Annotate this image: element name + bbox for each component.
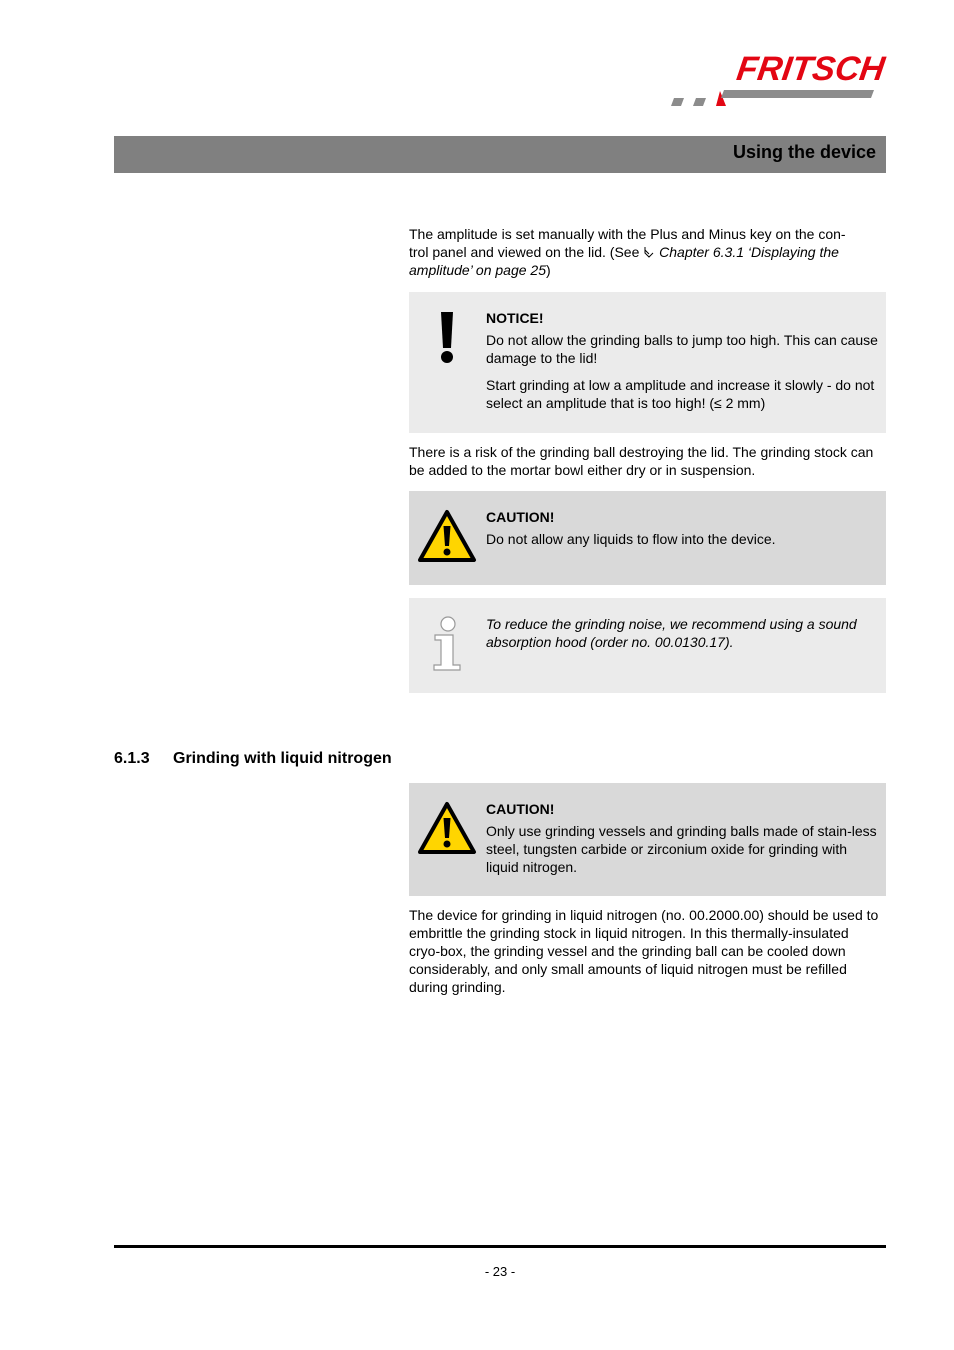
caution-label: CAUTION! bbox=[486, 509, 555, 525]
intro-paragraph: The amplitude is set manually with the Plus and Minus key on the con- trol panel and viewed on the lid. (See Chapter 6.3.1 ‘Displaying the amplitude’ on page 25) bbox=[409, 226, 846, 278]
notice-label: NOTICE! bbox=[486, 310, 544, 326]
caution-text: Do not allow any liquids to flow into the device. bbox=[486, 531, 776, 547]
fritsch-logo bbox=[668, 50, 888, 112]
section-number: 6.1.3 bbox=[114, 750, 150, 767]
chapter-link[interactable]: Chapter 6.3.1 ‘Displaying the amplitude’ on page 25 bbox=[409, 244, 839, 278]
section-heading bbox=[114, 750, 392, 768]
nitrogen-caution-box bbox=[409, 783, 886, 896]
notice-content bbox=[486, 309, 878, 412]
warning-triangle-icon bbox=[417, 801, 477, 859]
caution-content bbox=[486, 508, 878, 548]
exclamation-icon bbox=[437, 312, 457, 364]
notice-text-2: Start grinding at low a amplitude and increase it slowly - do not select an amplitude that is too high! (≤ 2 mm) bbox=[486, 377, 875, 411]
brand-name: FRITSCH bbox=[734, 50, 887, 88]
page-number: - 23 - bbox=[484, 1264, 516, 1279]
nitrogen-caution-text: Only use grinding vessels and grinding balls made of stain-less steel, tungsten carbide or zirconium oxide for grinding with liquid nitrogen. bbox=[486, 823, 877, 875]
info-icon bbox=[431, 615, 465, 675]
logo-stripes bbox=[668, 50, 888, 112]
intro-line-1: The amplitude is set manually with the Plus and Minus key on the con- bbox=[409, 226, 846, 242]
intro-line-2: trol panel and viewed on the lid. (See bbox=[409, 244, 644, 260]
risk-paragraph: There is a risk of the grinding ball destroying the lid. The grinding stock can be added to the mortar bowl either dry or in suspension. bbox=[409, 444, 874, 478]
footer-rule bbox=[114, 1245, 886, 1248]
info-text: To reduce the grinding noise, we recommend using a sound absorption hood (order no. 00.0130.17). bbox=[486, 616, 857, 650]
warning-triangle-icon bbox=[417, 509, 477, 567]
nitrogen-caution-content bbox=[486, 800, 878, 876]
notice-box bbox=[409, 292, 886, 433]
info-box bbox=[409, 598, 886, 693]
section-header-bar bbox=[114, 136, 886, 173]
section-title: Grinding with liquid nitrogen bbox=[173, 750, 392, 767]
nitrogen-caution-label: CAUTION! bbox=[486, 801, 555, 817]
notice-text-1: Do not allow the grinding balls to jump too high. This can cause damage to the lid! bbox=[486, 332, 878, 366]
page-title: Using the device bbox=[732, 142, 876, 162]
nitrogen-paragraph: The device for grinding in liquid nitrogen (no. 00.2000.00) should be used to embrittle the grinding stock in liquid nitrogen. In this thermally-insulated cryo-box, the grinding vessel and the grinding ball can be cooled down considerably, and only small amounts of liquid nitrogen must be refilled during grinding. bbox=[409, 907, 879, 995]
link-arrow-icon bbox=[643, 244, 655, 256]
caution-box bbox=[409, 491, 886, 585]
